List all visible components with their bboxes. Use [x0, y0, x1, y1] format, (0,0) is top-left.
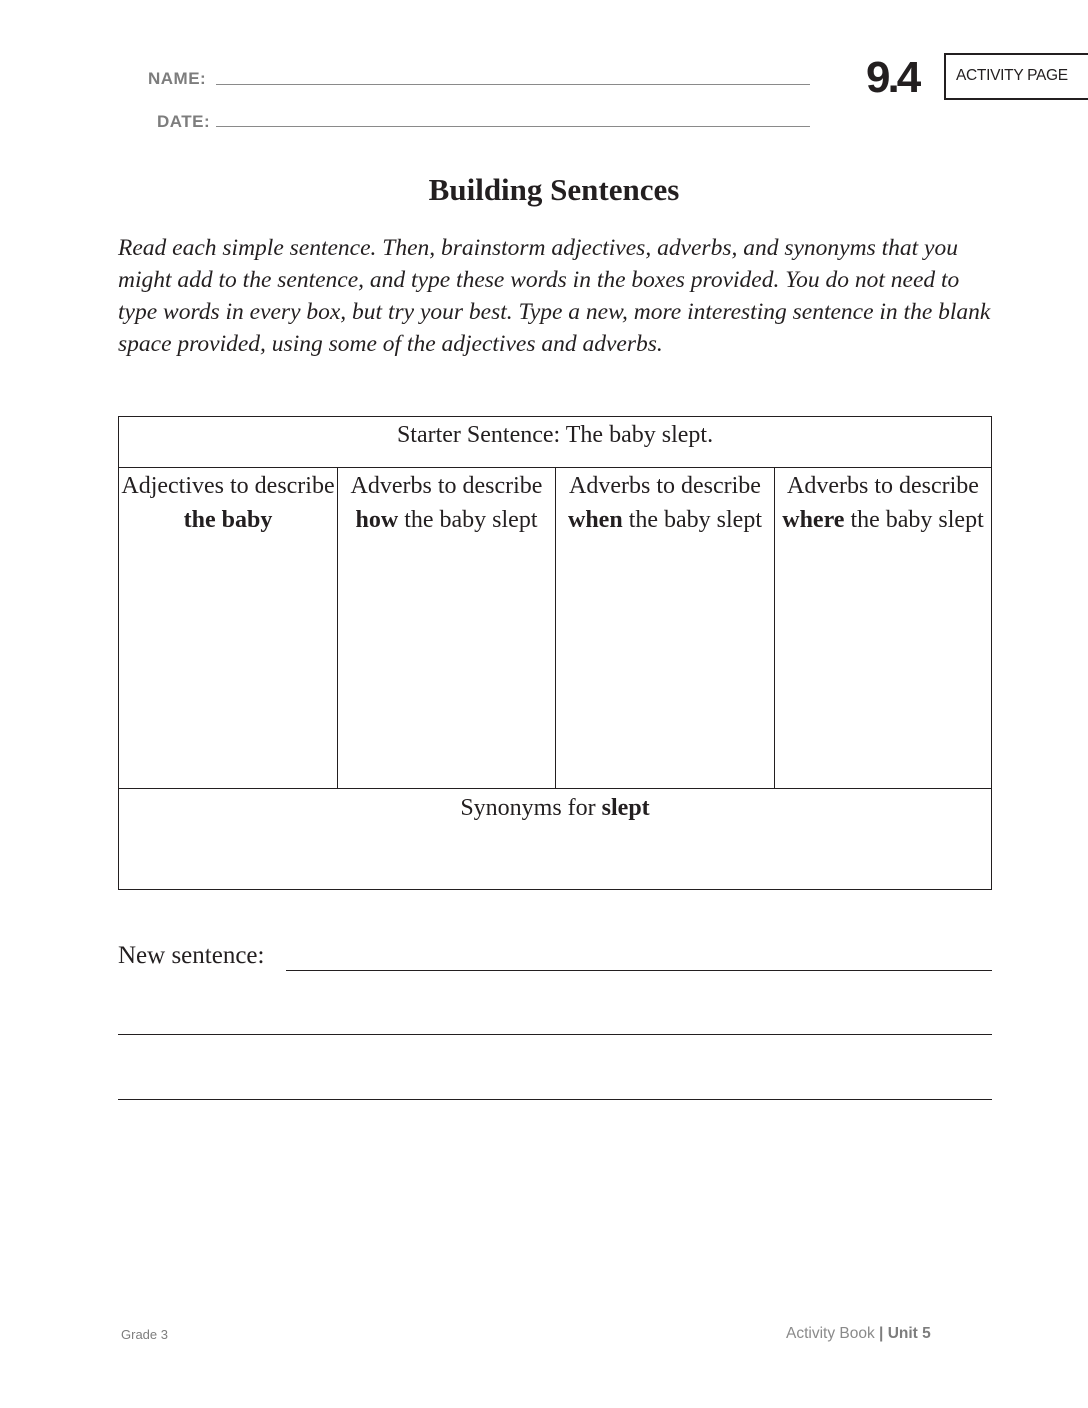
instructions: Read each simple sentence. Then, brainstorm adjectives, adverbs, and synonyms that you might add to the sentence, and type these words in the boxes provided. You do not need to type words in every box, but try your best. Type a new, more interesting sentence in the blank space provided, using some of the adjectives and adverbs. [118, 235, 991, 357]
starter-sentence: Starter Sentence: The baby slept. [119, 417, 991, 468]
new-sentence-line[interactable] [118, 1034, 992, 1035]
date-field-line[interactable] [216, 126, 810, 127]
adverbs-where-column[interactable] [774, 467, 991, 788]
column-header-text: Adverbs to describe [569, 473, 761, 499]
new-sentence-line[interactable] [286, 970, 992, 971]
footer-separator: | [879, 1325, 884, 1342]
footer-grade: Grade 3 [121, 1327, 168, 1342]
synonyms-bold: slept [601, 795, 650, 821]
activity-page-label: ACTIVITY PAGE [956, 67, 1068, 84]
column-header-bold: where [782, 507, 845, 533]
footer-book-info [786, 1325, 931, 1343]
name-label: NAME: [148, 69, 207, 88]
adjectives-column[interactable] [119, 467, 337, 788]
adverbs-how-column[interactable] [337, 467, 555, 788]
new-sentence-label: New sentence: [118, 942, 265, 969]
column-header-bold: when [568, 507, 623, 533]
column-header-text: the baby slept [622, 507, 762, 533]
column-header-bold: the baby [183, 507, 273, 533]
sentence-table [118, 416, 992, 890]
column-header-text: Adverbs to describe [350, 473, 543, 499]
activity-page-box [944, 53, 1088, 100]
column-header-text: Adverbs to describe [787, 473, 979, 499]
column-header-text: the baby slept [844, 507, 984, 533]
date-label: DATE: [157, 112, 211, 131]
page-title: Building Sentences [428, 172, 680, 207]
column-header-text: Adjectives to describe [121, 473, 335, 499]
new-sentence-line[interactable] [118, 1099, 992, 1100]
column-header-text: the baby slept [398, 507, 538, 533]
synonyms-row[interactable] [119, 788, 991, 889]
name-field-line[interactable] [216, 84, 810, 85]
adverbs-when-column[interactable] [555, 467, 774, 788]
column-header-bold: how [355, 507, 399, 533]
footer-book-title: Activity Book [786, 1325, 875, 1342]
footer-unit: Unit 5 [887, 1325, 931, 1342]
lesson-number: 9.4 [866, 53, 919, 102]
synonyms-label: Synonyms for [460, 795, 602, 821]
